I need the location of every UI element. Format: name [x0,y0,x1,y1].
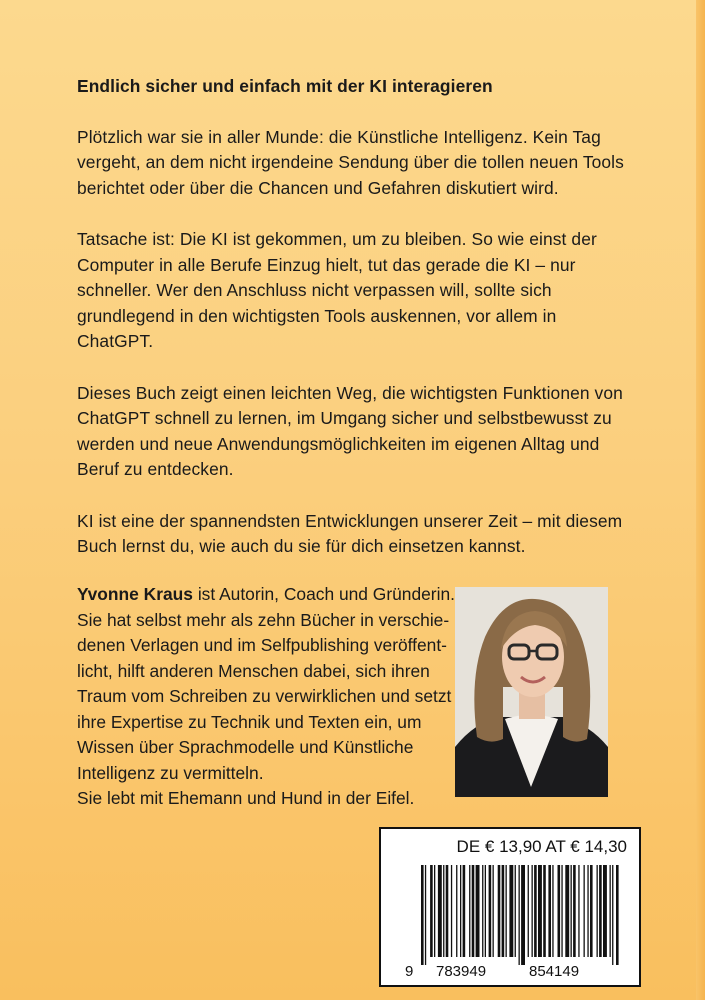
blurb-paragraph-1: Plötzlich war sie in aller Munde: die Künstliche Intelligenz. Kein Tag vergeht, an dem nicht irgendeine Sendung über die tollen neuen Tools berichtet oder über die Chancen und Gefahren diskutiert wird. [77,126,624,198]
barcode-bar [451,865,452,957]
barcode-bar [534,865,537,957]
barcode-bar [578,865,579,957]
isbn-left: 783949 [436,963,487,980]
author-name: Yvonne Kraus [77,584,193,604]
barcode-bar [590,865,593,957]
author-bio-line-4: licht, hilft anderen Menschen dabei, sich ihren [77,660,430,681]
barcode-bar [603,865,607,957]
barcode-bar [485,865,486,957]
spine-edge [696,0,705,1000]
barcode-bar [599,865,602,957]
barcode-bars [421,865,621,965]
barcode-bar [446,865,449,957]
barcode-bar [528,865,529,957]
author-bio-line-1: Yvonne Kraus ist Autorin, Coach und Gründerin. [77,584,455,604]
barcode-bar [421,865,424,965]
barcode-bar [489,865,492,957]
barcode-bar [558,865,561,957]
barcode-bar [472,865,475,957]
blurb-heading: Endlich sicher und einfach mit der KI interagieren [77,76,493,96]
barcode-bar [597,865,598,957]
isbn-right: 854149 [529,963,580,980]
barcode-bar [573,865,576,957]
blurb-paragraph-2: Tatsache ist: Die KI ist gekommen, um zu bleiben. So wie einst der Computer in alle Berufe Einzug hielt, tut das gerade die KI – nur schneller. Wer den Anschluss nicht verpassen will, sollte sich grundlegend in den wichtigsten Tools auskennen, vor allem in ChatGPT. [77,229,597,351]
barcode-bar [565,865,569,957]
barcode-bar [438,865,442,957]
author-photo [455,587,608,797]
barcode-bar [463,865,466,957]
barcode-bar [587,865,588,957]
barcode-bar [543,865,546,957]
barcode-bar [584,865,585,957]
barcode-bar [430,865,433,957]
barcode-bar [434,865,435,957]
author-portrait-illustration [455,587,608,797]
barcode-bar [456,865,457,957]
barcode-bar [561,865,562,957]
author-bio [77,582,467,812]
barcode-bar [538,865,542,957]
barcode-bar [425,865,426,965]
barcode-bar [521,865,525,965]
barcode-bar [616,865,619,965]
barcode-bar [532,865,533,957]
barcode-bar [482,865,483,957]
barcode-bar [498,865,501,957]
barcode-bar [548,865,551,957]
barcode-bar [469,865,470,957]
barcode-bar [509,865,513,957]
barcode-bar [571,865,572,957]
barcode-bar [476,865,480,957]
barcode-bar [552,865,553,957]
barcode-bar [515,865,516,957]
blurb [77,74,637,586]
price-label: DE € 13,90 AT € 14,30 [456,837,627,856]
blurb-paragraph-3: Dieses Buch zeigt einen leichten Weg, die wichtigsten Funktionen von ChatGPT schnell zu lernen, im Umgang sicher und selbstbewusst zu werden und neue Anwendungsmöglichkeiten im eigenen Alltag und Beruf zu entdecken. [77,382,623,479]
barcode-bar [502,865,505,957]
barcode-box [379,827,641,987]
author-bio-line-8: Intelligenz zu vermitteln. [77,762,264,783]
barcode-bar [493,865,494,957]
isbn-prefix: 9 [405,963,414,980]
barcode-bar [612,865,613,965]
author-bio-line-3: denen Verlagen und im Selfpublishing veröffent- [77,635,447,655]
author-bio-line-9: Sie lebt mit Ehemann und Hund in der Eifel. [77,788,415,808]
barcode-bar [610,865,611,957]
barcode-bar [519,865,520,965]
author-bio-line-6: ihre Expertise zu Technik und Texten ein, um [77,711,422,732]
barcode-bar [460,865,461,957]
author-bio-line-5: Traum vom Schreiben zu verwirklichen und setzt [77,686,452,706]
barcode-bar [443,865,444,957]
barcode-bar [506,865,507,957]
author-bio-line-7: Wissen über Sprachmodelle und Künstliche [77,737,414,757]
blurb-paragraph-4: KI ist eine der spannendsten Entwicklungen unserer Zeit – mit diesem Buch lernst du, wie auch du sie für dich einsetzen kannst. [77,510,623,556]
author-bio-line-2: Sie hat selbst mehr als zehn Bücher in verschie- [77,609,450,630]
